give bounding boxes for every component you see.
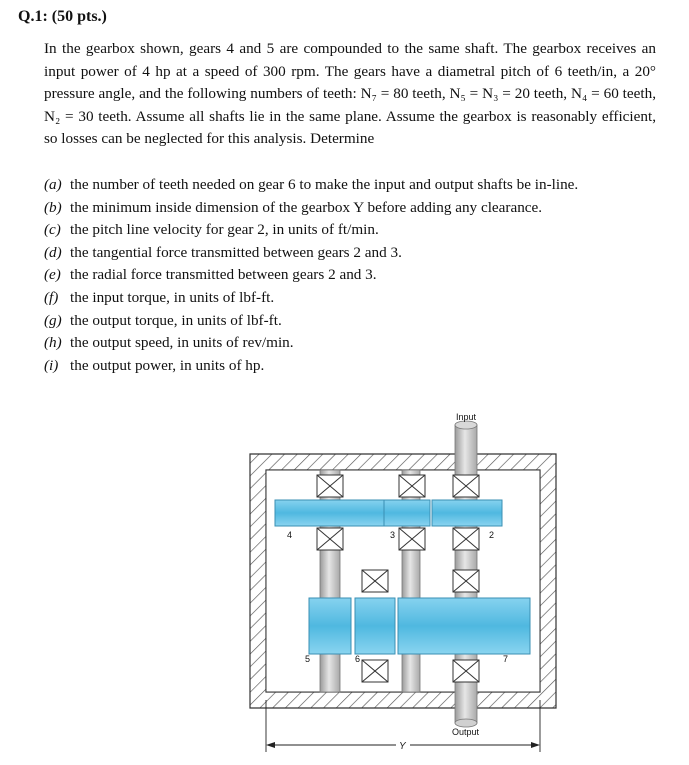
part-label: (d) bbox=[44, 243, 62, 261]
part-text: the pitch line velocity for gear 2, in units of ft/min. bbox=[70, 221, 379, 239]
part-text: the radial force transmitted between gears 2 and 3. bbox=[70, 266, 377, 284]
gear-3 bbox=[384, 500, 430, 526]
bearing-top-left bbox=[317, 475, 343, 497]
part-text: the input torque, in units of lbf-ft. bbox=[70, 288, 275, 306]
gear-2 bbox=[432, 500, 502, 526]
bearing-mid-7 bbox=[453, 570, 479, 592]
gear-3-label: 3 bbox=[390, 530, 396, 540]
intro-text: In the gearbox shown, gears 4 and 5 are compounded to the same shaft. The gearbox receives an input power of 4 hp at a speed of 300 rpm. The gears have a diametral pitch of 6 teeth/in, a 20° pressure angle, and the following numbers of teeth: N₇ = 80 teeth, N₅ = N₃ = 20 teeth, N₄ = 60 teeth, N₂ = 30 teeth. Assume all shafts lie in the same plane. Assume the gearbox is reasonably efficient, so losses can be neglected for this analysis. Determine bbox=[44, 40, 656, 148]
part-label: (b) bbox=[44, 198, 62, 216]
part-text: the output power, in units of hp. bbox=[70, 356, 265, 374]
part-label: (c) bbox=[44, 221, 61, 239]
gear-5 bbox=[309, 598, 351, 654]
gear-6 bbox=[355, 598, 395, 654]
gear-2-label: 2 bbox=[489, 530, 495, 540]
bearing-upper-right bbox=[453, 528, 479, 550]
bearing-upper-mid bbox=[399, 528, 425, 550]
gear-7 bbox=[398, 598, 530, 654]
output-label: Output bbox=[452, 727, 480, 737]
part-text: the minimum inside dimension of the gearbox Y before adding any clearance. bbox=[70, 198, 543, 216]
gears-lower bbox=[309, 598, 530, 654]
part-text: the number of teeth needed on gear 6 to make the input and output shafts be in-line. bbox=[70, 176, 579, 193]
gear-4 bbox=[275, 500, 399, 526]
bearing-top-right bbox=[453, 475, 479, 497]
bearing-mid-6 bbox=[362, 570, 388, 592]
part-label: (h) bbox=[44, 334, 62, 352]
bearing-upper-left bbox=[317, 528, 343, 550]
part-label: (f) bbox=[44, 288, 59, 306]
part-label: (i) bbox=[44, 356, 59, 374]
gears-upper bbox=[275, 500, 502, 526]
part-label: (e) bbox=[44, 266, 61, 284]
gear-5-label: 5 bbox=[305, 654, 311, 664]
gear-7-label: 7 bbox=[503, 654, 509, 664]
part-text: the output speed, in units of rev/min. bbox=[70, 334, 294, 352]
dimension-y-label: Y bbox=[399, 741, 406, 752]
part-label: (g) bbox=[44, 311, 62, 329]
part-text: the output torque, in units of lbf-ft. bbox=[70, 311, 282, 329]
bearing-top-mid bbox=[399, 475, 425, 497]
gear-6-label: 6 bbox=[355, 654, 361, 664]
input-label: Input bbox=[456, 412, 477, 422]
question-title: Q.1: (50 pts.) bbox=[18, 8, 107, 25]
part-label: (a) bbox=[44, 176, 62, 193]
gear-4-label: 4 bbox=[287, 530, 293, 540]
part-text: the tangential force transmitted between gears 2 and 3. bbox=[70, 243, 402, 261]
bearing-low-6 bbox=[362, 660, 388, 682]
bearing-low-7 bbox=[453, 660, 479, 682]
